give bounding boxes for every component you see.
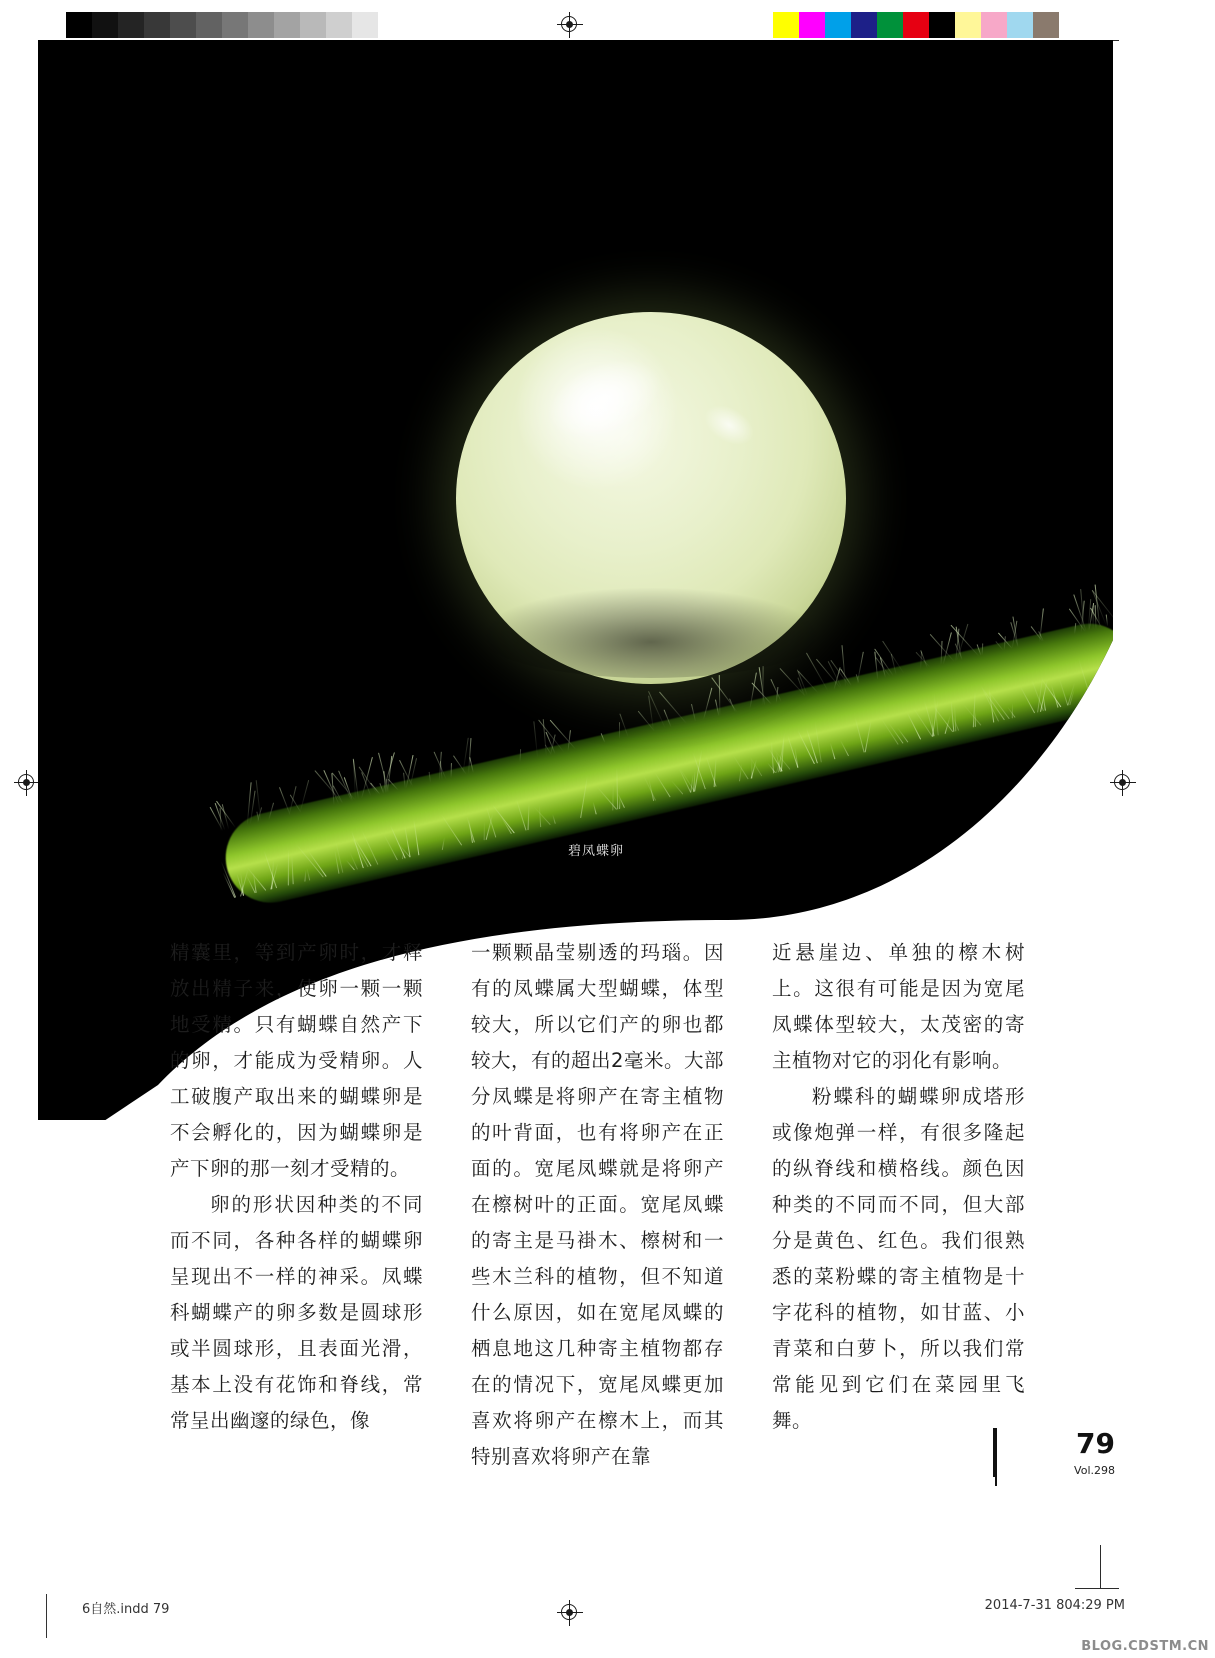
grayscale-swatch-7 xyxy=(248,12,274,38)
paragraph: 精囊里，等到产卵时，才释放出精子来，使卵一颗一颗地受精。只有蝴蝶自然产下的卵，才能成为受精卵。人工破腹产取出来的蝴蝶卵是不会孵化的，因为蝴蝶卵是产下卵的那一刻才受精的。 xyxy=(170,941,423,1180)
color-swatch-3 xyxy=(851,12,877,38)
paragraph: 粉蝶科的蝴蝶卵成塔形或像炮弹一样，有很多隆起的纵脊线和横格线。颜色因种类的不同而不同，但大部分是黄色、红色。我们很熟悉的菜粉蝶的寄主植物是十字花科的植物，如甘蓝、小青菜和白萝卜，所以我们常常能见到它们在菜园里飞舞。 xyxy=(772,1085,1025,1432)
grayscale-swatch-4 xyxy=(170,12,196,38)
footer-rule xyxy=(46,1594,47,1638)
egg-contact-shadow xyxy=(476,588,826,678)
registration-mark-right xyxy=(1110,770,1136,796)
text-column-2 xyxy=(471,935,724,1475)
registration-mark-left xyxy=(14,770,40,796)
grayscale-swatch-2 xyxy=(118,12,144,38)
registration-mark-bottom xyxy=(557,1600,583,1626)
color-swatch-1 xyxy=(799,12,825,38)
egg-highlight-primary xyxy=(535,344,672,454)
timestamp-slug: 2014-7-31 804:29 PM xyxy=(984,1598,1125,1613)
crop-mark-bottom-right-v xyxy=(1100,1545,1101,1589)
color-swatch-2 xyxy=(825,12,851,38)
paragraph: 卵的形状因种类的不同而不同，各种各样的蝴蝶卵呈现出不一样的神采。凤蝶科蝴蝶产的卵多数是圆球形或半圆球形，且表面光滑，基本上没有花饰和脊线，常常呈出幽邃的绿色，像 xyxy=(170,1193,423,1432)
file-slug: 6自然.indd 79 xyxy=(82,1602,170,1617)
color-swatch-4 xyxy=(877,12,903,38)
grayscale-swatch-9 xyxy=(300,12,326,38)
color-swatch-0 xyxy=(773,12,799,38)
grayscale-calibration-bar xyxy=(66,12,404,38)
grayscale-swatch-0 xyxy=(66,12,92,38)
egg-highlight-secondary xyxy=(697,397,761,453)
color-swatch-8 xyxy=(981,12,1007,38)
text-column-1 xyxy=(170,935,423,1475)
page-number: 79 xyxy=(1076,1427,1115,1460)
photo-caption: 碧凤蝶卵 xyxy=(568,844,625,859)
volume-label: Vol.298 xyxy=(1074,1464,1115,1477)
color-calibration-bar xyxy=(773,12,1059,38)
grayscale-swatch-10 xyxy=(326,12,352,38)
color-swatch-10 xyxy=(1033,12,1059,38)
butterfly-egg xyxy=(456,312,846,684)
grayscale-swatch-3 xyxy=(144,12,170,38)
page-folio xyxy=(993,1428,1115,1477)
color-swatch-9 xyxy=(1007,12,1033,38)
registration-mark-top xyxy=(557,12,583,38)
crop-mark-bottom-right-h xyxy=(1075,1588,1119,1589)
folio-rule xyxy=(995,1428,997,1486)
grayscale-swatch-11 xyxy=(352,12,378,38)
color-swatch-6 xyxy=(929,12,955,38)
paragraph: 近悬崖边、单独的檫木树上。这很有可能是因为宽尾凤蝶体型较大，太茂密的寄主植物对它的羽化有影响。 xyxy=(772,941,1025,1072)
grayscale-swatch-6 xyxy=(222,12,248,38)
grayscale-swatch-8 xyxy=(274,12,300,38)
text-column-3 xyxy=(772,935,1025,1475)
grayscale-swatch-1 xyxy=(92,12,118,38)
color-swatch-5 xyxy=(903,12,929,38)
color-swatch-7 xyxy=(955,12,981,38)
grayscale-swatch-12 xyxy=(378,12,404,38)
article-body xyxy=(170,935,1025,1475)
grayscale-swatch-5 xyxy=(196,12,222,38)
watermark: BLOG.CDSTM.CN xyxy=(1081,1639,1209,1654)
paragraph: 一颗颗晶莹剔透的玛瑙。因有的凤蝶属大型蝴蝶，体型较大，所以它们产的卵也都较大，有的超出2毫米。大部分凤蝶是将卵产在寄主植物的叶背面，也有将卵产在正面的。宽尾凤蝶就是将卵产在檫树叶的正面。宽尾凤蝶的寄主是马褂木、檫树和一些木兰科的植物，但不知道什么原因，如在宽尾凤蝶的栖息地这几种寄主植物都存在的情况下，宽尾凤蝶更加喜欢将卵产在檫木上，而其特别喜欢将卵产在靠 xyxy=(471,941,724,1468)
